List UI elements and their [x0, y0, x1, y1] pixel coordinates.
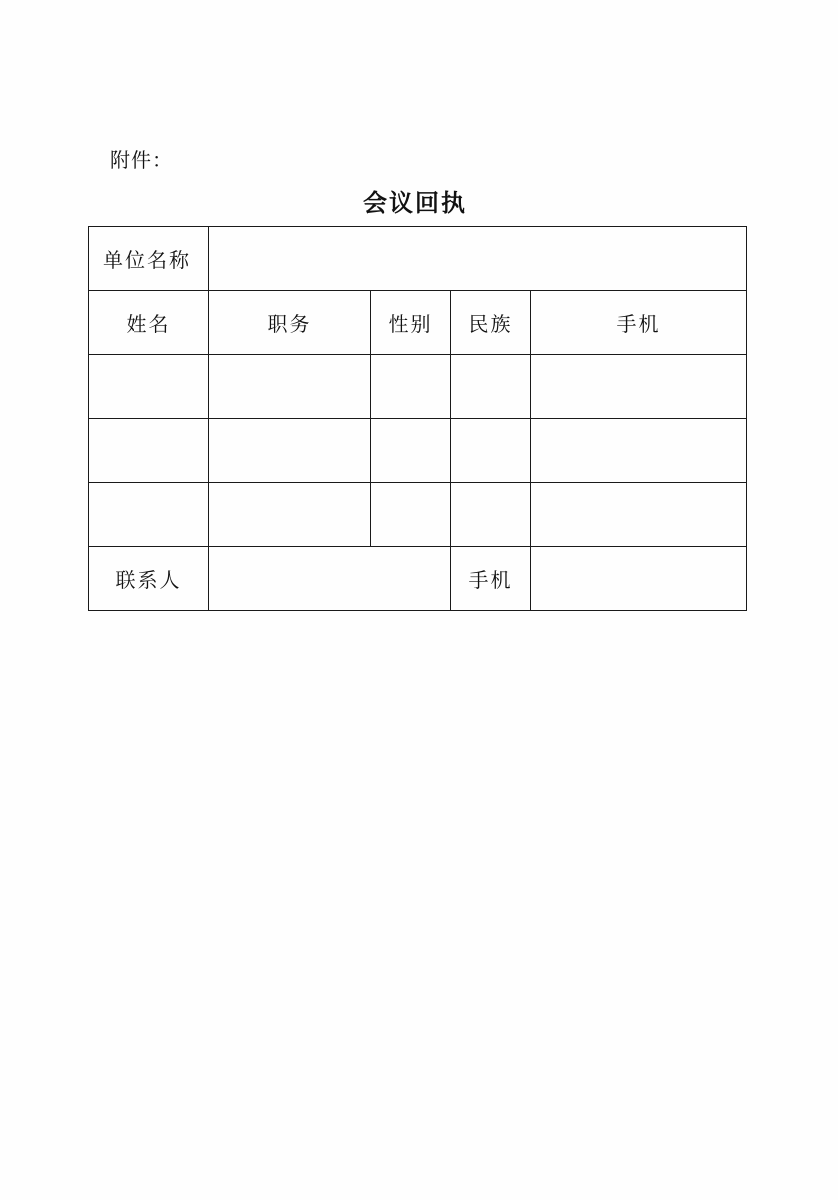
header-position: 职务	[209, 291, 371, 355]
header-ethnicity: 民族	[451, 291, 531, 355]
table-row	[89, 483, 747, 547]
gender-cell[interactable]	[371, 483, 451, 547]
gender-cell[interactable]	[371, 355, 451, 419]
attachment-label: 附件：	[110, 148, 173, 172]
contact-field[interactable]	[209, 547, 451, 611]
name-cell[interactable]	[89, 419, 209, 483]
name-cell[interactable]	[89, 355, 209, 419]
header-row	[89, 291, 747, 355]
contact-label: 联系人	[89, 547, 209, 611]
position-cell[interactable]	[209, 483, 371, 547]
meeting-reply-form	[88, 226, 747, 611]
unit-name-field[interactable]	[209, 227, 747, 291]
position-cell[interactable]	[209, 419, 371, 483]
position-cell[interactable]	[209, 355, 371, 419]
phone-cell[interactable]	[531, 355, 747, 419]
unit-name-row	[89, 227, 747, 291]
header-name: 姓名	[89, 291, 209, 355]
header-phone: 手机	[531, 291, 747, 355]
phone-cell[interactable]	[531, 419, 747, 483]
ethnicity-cell[interactable]	[451, 355, 531, 419]
unit-name-label: 单位名称	[89, 227, 209, 291]
header-gender: 性别	[371, 291, 451, 355]
table-row	[89, 355, 747, 419]
contact-phone-label: 手机	[451, 547, 531, 611]
name-cell[interactable]	[89, 483, 209, 547]
contact-phone-field[interactable]	[531, 547, 747, 611]
ethnicity-cell[interactable]	[451, 483, 531, 547]
phone-cell[interactable]	[531, 483, 747, 547]
ethnicity-cell[interactable]	[451, 419, 531, 483]
gender-cell[interactable]	[371, 419, 451, 483]
contact-row	[89, 547, 747, 611]
table-row	[89, 419, 747, 483]
document-title: 会议回执	[363, 189, 467, 217]
